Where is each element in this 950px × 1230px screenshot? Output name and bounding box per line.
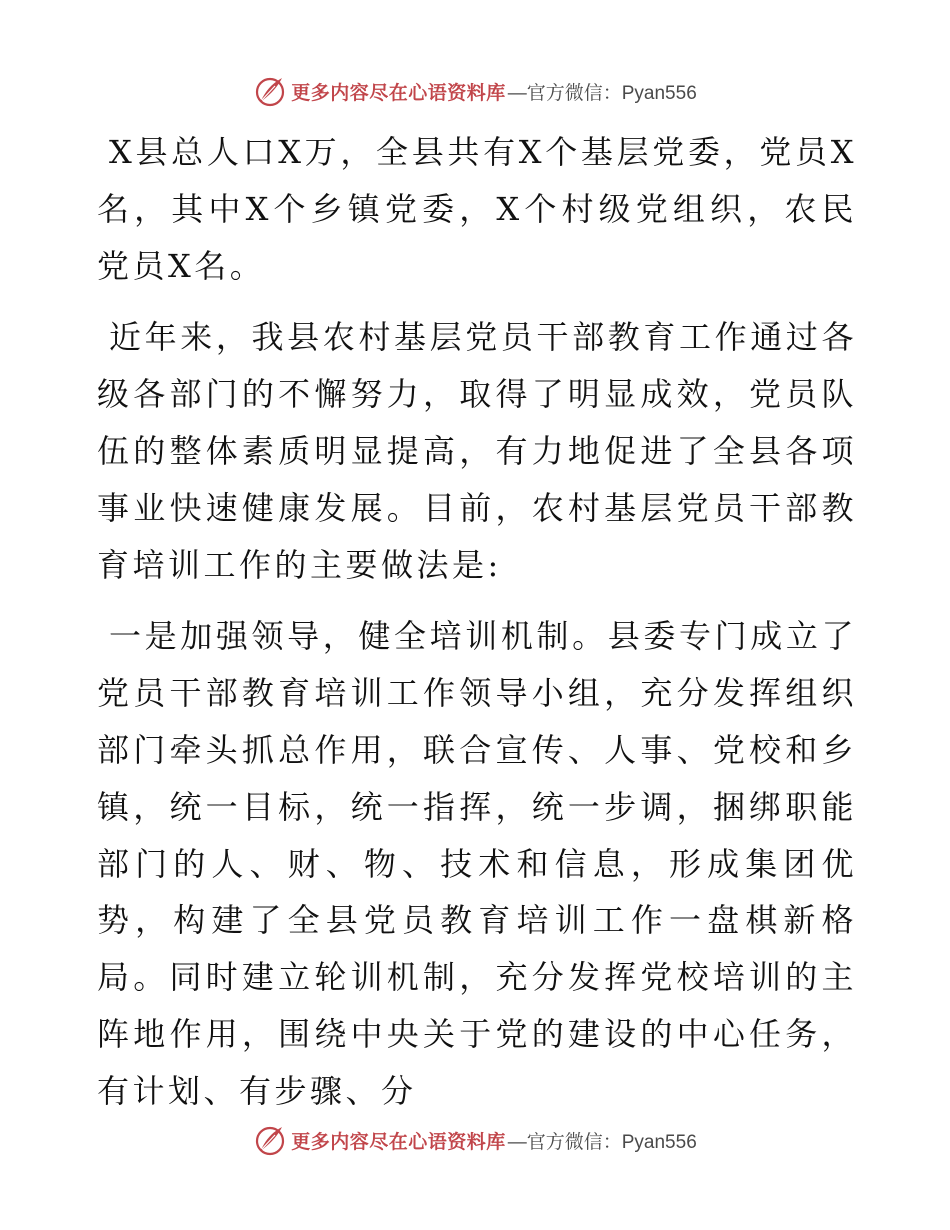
quill-logo-icon: [253, 1123, 287, 1157]
paragraph: X县总人口X万，全县共有X个基层党委，党员X名，其中X个乡镇党委，X个村级党组织，农民党员X名。: [97, 133, 857, 285]
paragraph: 近年来，我县农村基层党员干部教育工作通过各级各部门的不懈努力，取得了明显成效，党员队伍的整体素质明显提高，有力地促进了全县各项事业快速健康发展。目前，农村基层党员干部教育培训工作的主要做法是:: [97, 318, 857, 584]
footer-banner: [0, 1120, 950, 1160]
header-brand-text: 更多内容尽在心语资料库: [291, 81, 506, 104]
footer-wechat-text: —官方微信：Pyan556: [507, 1131, 697, 1153]
document-body: [97, 124, 857, 1120]
header-wechat-text: —官方微信：Pyan556: [507, 82, 697, 104]
header-banner: [0, 71, 950, 111]
footer-brand-text: 更多内容尽在心语资料库: [291, 1130, 506, 1153]
paragraph: 一是加强领导，健全培训机制。县委专门成立了党员干部教育培训工作领导小组，充分发挥组织部门牵头抓总作用，联合宣传、人事、党校和乡镇，统一目标，统一指挥，统一步调，捆绑职能部门的人、财、物、技术和信息，形成集团优势，构建了全县党员教育培训工作一盘棋新格局。同时建立轮训机制，充分发挥党校培训的主阵地作用，围绕中央关于党的建设的中心任务，有计划、有步骤、分: [97, 617, 857, 1110]
quill-logo-icon: [253, 74, 287, 108]
